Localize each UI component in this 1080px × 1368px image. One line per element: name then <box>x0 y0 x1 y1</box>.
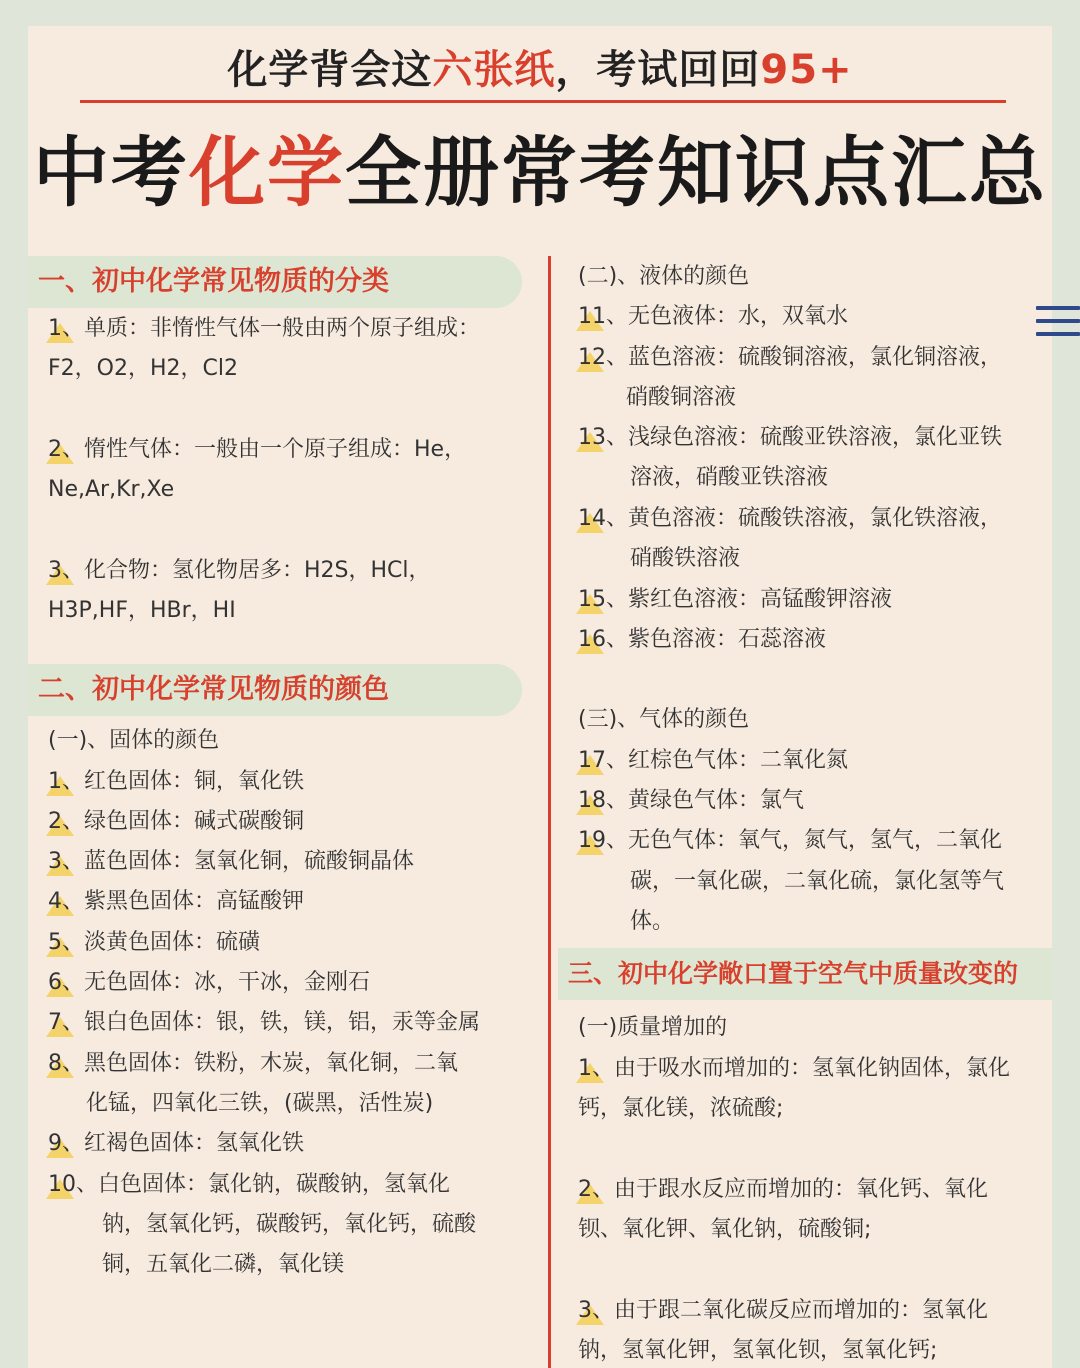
list-item-cont: 钠，氢氧化钙，碳酸钙，氧化钙，硫酸 <box>102 1212 477 1237</box>
list-item: 2、由于跟水反应而增加的：氧化钙、氧化 <box>578 1175 988 1205</box>
title-text: 中考 <box>33 128 189 217</box>
list-item: 8、黑色固体：铁粉，木炭，氧化铜，二氧 <box>48 1049 458 1079</box>
list-item: 2、惰性气体：一般由一个原子组成：He， <box>48 435 466 465</box>
list-item: 11、无色液体：水，双氧水 <box>578 302 848 332</box>
list-item: 4、紫黑色固体：高锰酸钾 <box>48 887 304 917</box>
list-item-cont: H3P,HF，HBr，HI <box>48 598 236 623</box>
title-text: 全册常考知识点汇总 <box>345 128 1047 217</box>
list-item: 10、白色固体：氯化钠，碳酸钠，氢氧化 <box>48 1170 450 1200</box>
list-item: 3、由于跟二氧化碳反应而增加的：氢氧化 <box>578 1296 988 1326</box>
list-item-cont: 碳，一氧化碳，二氧化硫，氯化氢等气 <box>630 869 1005 894</box>
menu-icon[interactable] <box>1036 306 1080 342</box>
title-divider <box>80 100 1006 103</box>
section-heading-mass-change: 三、初中化学敞口置于空气中质量改变的 <box>558 948 1052 1000</box>
list-item: 19、无色气体：氧气，氮气，氢气，二氧化 <box>578 826 1002 856</box>
subtitle-highlight: 95+ <box>760 47 853 93</box>
subsection-heading: (一)质量增加的 <box>578 1015 728 1040</box>
list-item: 2、绿色固体：碱式碳酸铜 <box>48 807 304 837</box>
subtitle-text: 化学背会这 <box>227 47 433 93</box>
subsection-heading: (二)、液体的颜色 <box>578 264 750 289</box>
subtitle <box>0 38 1080 95</box>
list-item-cont: F2，O2，H2，Cl2 <box>48 356 238 381</box>
list-item-cont: 钡、氧化钾、氧化钠，硫酸铜; <box>578 1217 872 1242</box>
list-item: 14、黄色溶液：硫酸铁溶液，氯化铁溶液， <box>578 504 1002 534</box>
list-item: 3、化合物：氢化物居多：H2S，HCl， <box>48 556 431 586</box>
list-item: 12、蓝色溶液：硫酸铜溶液，氯化铜溶液， <box>578 343 1002 373</box>
list-item: 13、浅绿色溶液：硫酸亚铁溶液，氯化亚铁 <box>578 423 1002 453</box>
list-item: 17、红棕色气体：二氧化氮 <box>578 746 848 776</box>
list-item-cont: 硝酸铜溶液 <box>626 385 737 410</box>
title-highlight: 化学 <box>189 128 345 217</box>
list-item-cont: 溶液，硝酸亚铁溶液 <box>630 465 829 490</box>
list-item: 6、无色固体：冰，干冰，金刚石 <box>48 968 370 998</box>
subtitle-highlight: 六张纸 <box>432 47 556 93</box>
page-title <box>0 112 1080 221</box>
list-item: 7、银白色固体：银，铁，镁，铝，汞等金属 <box>48 1008 480 1038</box>
list-item: 16、紫色溶液：石蕊溶液 <box>578 625 826 655</box>
column-divider <box>548 256 551 1368</box>
list-item-cont: Ne,Ar,Kr,Xe <box>48 477 175 502</box>
list-item: 18、黄绿色气体：氯气 <box>578 786 804 816</box>
subsection-heading: (一)、固体的颜色 <box>48 728 220 753</box>
list-item-cont: 体。 <box>630 909 675 934</box>
list-item-cont: 钠，氢氧化钾，氢氧化钡，氢氧化钙; <box>578 1338 938 1363</box>
list-item: 15、紫红色溶液：高锰酸钾溶液 <box>578 585 892 615</box>
list-item: 9、红褐色固体：氢氧化铁 <box>48 1129 304 1159</box>
list-item: 1、红色固体：铜，氧化铁 <box>48 767 304 797</box>
list-item: 1、由于吸水而增加的：氢氧化钠固体，氯化 <box>578 1054 1010 1084</box>
list-item: 1、单质：非惰性气体一般由两个原子组成： <box>48 314 480 344</box>
subtitle-text: ，考试回回 <box>555 47 761 93</box>
list-item-cont: 硝酸铁溶液 <box>630 546 741 571</box>
list-item-cont: 铜，五氧化二磷，氧化镁 <box>102 1252 345 1277</box>
list-item-cont: 钙，氯化镁，浓硫酸; <box>578 1096 784 1121</box>
subsection-heading: (三)、气体的颜色 <box>578 707 750 732</box>
section-heading-colors: 二、初中化学常见物质的颜色 <box>28 664 522 716</box>
list-item: 5、淡黄色固体：硫磺 <box>48 928 260 958</box>
section-heading-classification: 一、初中化学常见物质的分类 <box>28 256 522 308</box>
list-item: 3、蓝色固体：氢氧化铜，硫酸铜晶体 <box>48 847 414 877</box>
list-item-cont: 化锰，四氧化三铁，(碳黑，活性炭) <box>86 1091 434 1116</box>
